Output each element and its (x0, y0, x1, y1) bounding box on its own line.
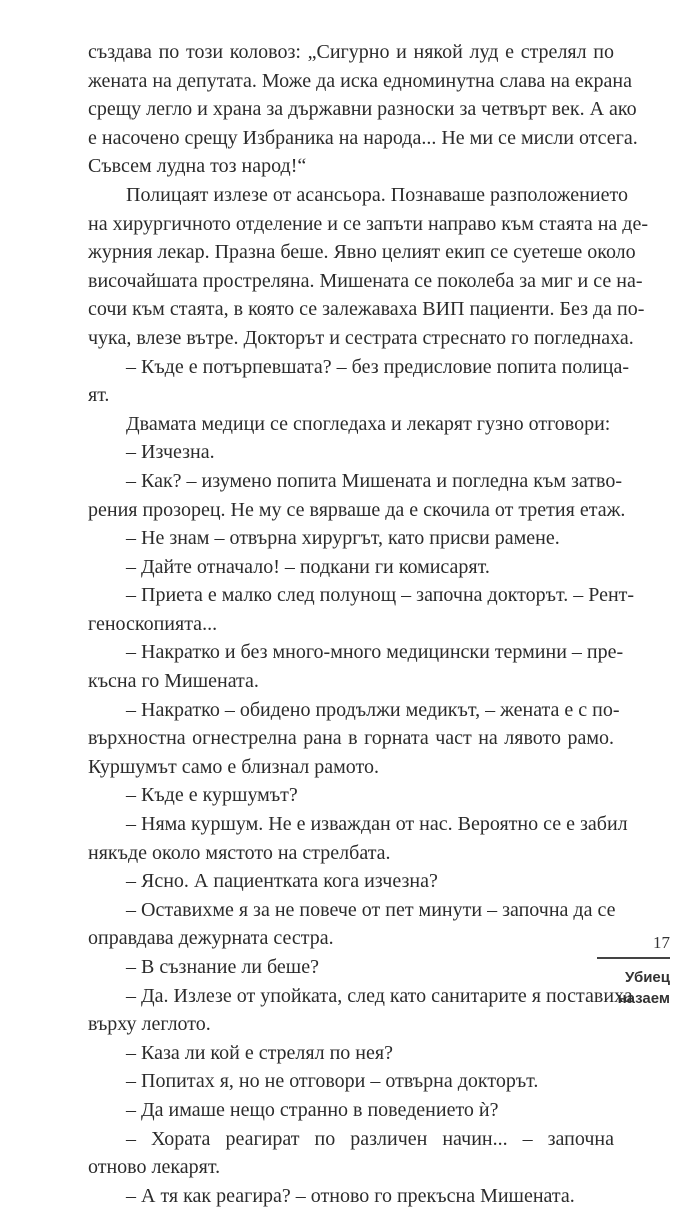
text-line: – Хората реагират по различен начин... – започна (126, 1127, 614, 1150)
text-line: рения прозорец. Не му се вярваше да е скочила от третия етаж. (88, 498, 626, 521)
text-line: ят. (88, 384, 110, 407)
text-line: – Как? – изумено попита Мишената и погледна към затво- (126, 469, 622, 492)
text-line: чука, влезе вътре. Докторът и сестрата стреснато го погледнаха. (88, 326, 634, 349)
text-line: оправдава дежурната сестра. (88, 927, 334, 950)
text-line: е насочено срещу Избраника на народа... Не ми се мисли отсега. (88, 126, 638, 149)
text-line: късна го Мишената. (88, 670, 259, 693)
text-line: – Ясно. А пациентката кога изчезна? (126, 870, 438, 893)
text-line: някъде около мястото на стрелбата. (88, 841, 391, 864)
text-line: – Дайте отначало! – подкани ги комисарят. (126, 555, 490, 578)
text-line: сочи към стаята, в която се залежаваха ВИП пациенти. Без да по- (88, 298, 645, 321)
text-line: – Да имаше нещо странно в поведението ѝ? (126, 1098, 499, 1121)
footer-divider (597, 957, 670, 959)
text-line: – Не знам – отвърна хирургът, като присви рамене. (126, 527, 560, 550)
text-line: Съвсем лудна тоз народ!“ (88, 155, 307, 178)
text-line: – Накратко – обидено продължи медикът, – жената е с по- (126, 698, 620, 721)
text-line: върху леглото. (88, 1013, 211, 1036)
text-line: – А тя как реагира? – отново го прекъсна Мишената. (126, 1184, 575, 1207)
text-line: – Къде е куршумът? (126, 784, 298, 807)
text-line: – Приета е малко след полунощ – започна докторът. – Рент- (126, 584, 635, 607)
text-line: – Накратко и без много-много медицински термини – пре- (126, 641, 624, 664)
text-line: Двамата медици се спогледаха и лекарят гузно отговори: (126, 412, 611, 435)
running-title (597, 967, 670, 1009)
text-line: срещу легло и храна за държавни разноски за четвърт век. А ако (88, 98, 637, 121)
text-line: – Няма куршум. Не е изваждан от нас. Вероятно се е забил (126, 813, 628, 836)
text-line: – Попитах я, но не отговори – отвърна докторът. (126, 1070, 539, 1093)
text-line: на хирургичното отделение и се запъти направо към стаята на де- (88, 212, 649, 235)
page-number: 17 (653, 933, 670, 952)
text-line: – Да. Излезе от упойката, след като санитарите я поставиха (126, 984, 633, 1007)
running-title-line: назаем (617, 990, 670, 1007)
text-line: геноскопията... (88, 612, 218, 635)
text-line: върхностна огнестрелна рана в горната част на лявото рамо. (88, 727, 614, 750)
text-line: отново лекарят. (88, 1156, 221, 1179)
text-line: жената на депутата. Може да иска едноминутна слава на екрана (88, 69, 632, 92)
text-line: – Къде е потърпевшата? – без предисловие попита полица- (126, 355, 629, 378)
text-line: журния лекар. Празна беше. Явно целият екип се суетеше около (88, 241, 636, 264)
text-line: Куршумът само е близнал рамото. (88, 755, 379, 778)
text-line: – В съзнание ли беше? (126, 956, 319, 978)
text-line: – Каза ли кой е стрелял по нея? (126, 1041, 393, 1064)
running-title-line: Убиец (624, 969, 670, 986)
text-line: – Изчезна. (126, 441, 215, 464)
text-line: създава по този коловоз: „Сигурно и някой луд е стрелял по (88, 41, 614, 63)
text-line: Полицаят излезе от асансьора. Познаваше разположението (126, 183, 628, 206)
text-line: височайшата простреляна. Мишената се поколеба за миг и се на- (88, 269, 643, 292)
text-line: – Оставихме я за не повече от пет минути – започна да се (126, 898, 616, 921)
